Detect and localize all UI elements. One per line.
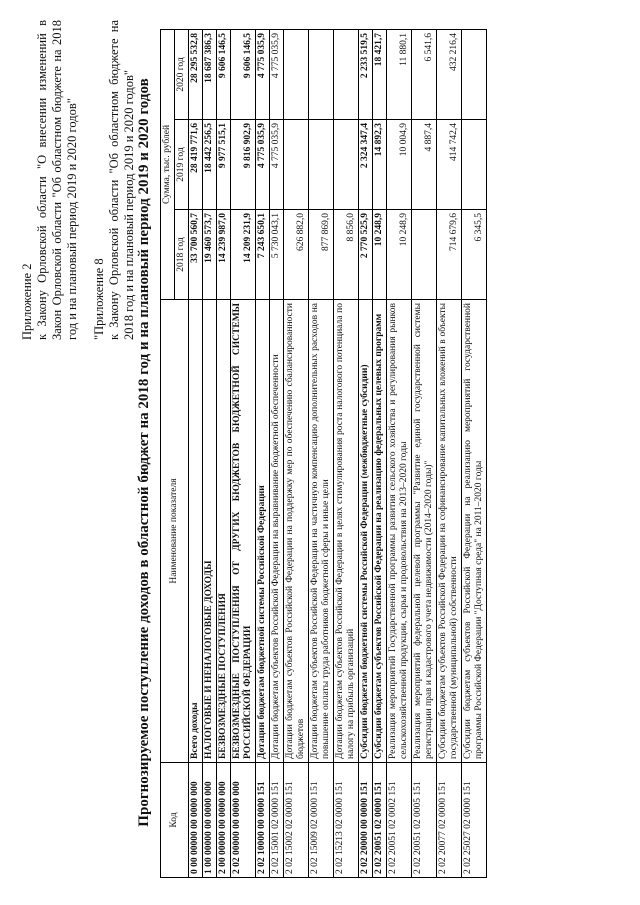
row-2019: 9 816 902,9 [231, 120, 256, 210]
row-2020: 4 775 035,9 [256, 29, 270, 119]
row-code: 0 00 00000 00 0000 000 [189, 763, 203, 878]
row-code: 2 02 20051 02 0002 151 [387, 763, 412, 878]
table-row [231, 29, 256, 877]
table-row [437, 29, 462, 877]
row-2020: 18 421,7 [373, 29, 387, 119]
law-reference-2: к Закону Орловской области "Об областном бюджете на 2018 год и на плановый период 2019 и 2020 годов" [107, 20, 136, 340]
header-sum: Сумма, тыс. рублей [161, 29, 175, 299]
row-2020: 2 233 519,5 [359, 29, 373, 119]
row-2018: 6 345,5 [462, 210, 487, 300]
table-row [270, 29, 284, 877]
row-2019: 4 887,4 [412, 120, 437, 210]
table-row [189, 29, 203, 877]
table-row [387, 29, 412, 877]
row-2020: 28 295 532,8 [189, 29, 203, 119]
row-2019: 4 775 035,9 [270, 120, 284, 210]
row-2019 [462, 120, 487, 210]
row-2020: 6 541,6 [412, 29, 437, 119]
row-code: 2 02 15002 02 0000 151 [284, 763, 309, 878]
row-2018: 626 882,0 [284, 210, 309, 300]
table-row [309, 29, 334, 877]
row-2018: 2 770 525,9 [359, 210, 373, 300]
row-name: Субсидии бюджетам субъектов Российской Федерации на реализацию федеральных целевых программ [373, 300, 387, 763]
table-row [334, 29, 359, 877]
row-code: 2 02 20000 00 0000 151 [359, 763, 373, 878]
page-title: Прогнозируемое поступление доходов в областной бюджет на 2018 год и на плановый период 2019 и 2020 годов [136, 78, 152, 827]
row-2020: 9 606 146,5 [217, 29, 231, 119]
row-name: Дотации бюджетам субъектов Российской Федерации на частичную компенсацию дополнительных расходов на повышение оплаты труда работников бюджетной сферы и иные цели [309, 300, 334, 763]
header-2019: 2019 год [175, 120, 189, 210]
header-block [20, 20, 137, 340]
table-row [217, 29, 231, 877]
row-code: 2 02 25027 02 0000 151 [462, 763, 487, 878]
row-2020: 18 687 386,3 [203, 29, 217, 119]
law-reference: к Закону Орловской области "О внесении изменений в Закон Орловской области "Об областном бюджете на 2018 год и на плановый период 2019 и 2020 годов" [35, 20, 79, 340]
row-code: 2 02 00000 00 0000 000 [231, 763, 256, 878]
row-code: 2 02 10000 00 0000 151 [256, 763, 270, 878]
row-2019: 414 742,4 [437, 120, 462, 210]
row-2019: 28 419 771,6 [189, 120, 203, 210]
row-2019: 9 977 515,1 [217, 120, 231, 210]
table-header-row [161, 29, 175, 877]
row-name: Дотации бюджетам субъектов Российской Федерации на поддержку мер по обеспечению сбалансированности бюджетов [284, 300, 309, 763]
appendix-2-label: Приложение 2 [20, 263, 34, 340]
row-code: 2 02 20077 02 0000 151 [437, 763, 462, 878]
row-name: БЕЗВОЗМЕЗДНЫЕ ПОСТУПЛЕНИЯ [217, 300, 231, 763]
row-2018: 14 239 987,0 [217, 210, 231, 300]
table-row [462, 29, 487, 877]
row-2018: 14 209 231,9 [231, 210, 256, 300]
row-name: Дотации бюджетам субъектов Российской Федерации на выравнивание бюджетной обеспеченности [270, 300, 284, 763]
row-2020: 11 880,1 [387, 29, 412, 119]
row-2020 [309, 29, 334, 119]
row-2019: 4 775 035,9 [256, 120, 270, 210]
row-2018: 877 869,0 [309, 210, 334, 300]
row-2020 [334, 29, 359, 119]
row-2020: 432 216,4 [437, 29, 462, 119]
row-code: 1 00 00000 00 0000 000 [203, 763, 217, 878]
row-name: НАЛОГОВЫЕ И НЕНАЛОГОВЫЕ ДОХОДЫ [203, 300, 217, 763]
row-name: Дотации бюджетам субъектов Российской Федерации в целях стимулирования роста налогового потенциала по налогу на прибыль организаций [334, 300, 359, 763]
header-2018: 2018 год [175, 210, 189, 300]
row-2018: 714 679,6 [437, 210, 462, 300]
row-2018: 5 730 043,1 [270, 210, 284, 300]
row-2018: 33 700 560,7 [189, 210, 203, 300]
row-2019: 10 004,9 [387, 120, 412, 210]
row-name: Субсидии бюджетам бюджетной системы Российской Федерации (межбюджетные субсидии) [359, 300, 373, 763]
row-2020: 4 775 035,9 [270, 29, 284, 119]
row-2018: 8 856,0 [334, 210, 359, 300]
row-name: Всего доходы [189, 300, 203, 763]
table-row [203, 29, 217, 877]
row-2020 [284, 29, 309, 119]
row-2020: 9 606 146,5 [231, 29, 256, 119]
row-name: Субсидии бюджетам субъектов Российской Федерации на реализацию мероприятий государственной программы Российской Федерации "Доступная среда" на 2011–2020 годы [462, 300, 487, 763]
row-name: Дотации бюджетам бюджетной системы Российской Федерации [256, 300, 270, 763]
row-2019: 2 324 347,4 [359, 120, 373, 210]
table-body [189, 29, 487, 877]
row-name: Реализация мероприятий федеральной целевой программы "Развитие единой государственной системы регистрации прав и кадастрового учета недвижимости (2014–2020 годы)" [412, 300, 437, 763]
row-2019 [309, 120, 334, 210]
row-2020 [462, 29, 487, 119]
row-2019 [284, 120, 309, 210]
header-code: Код [161, 763, 189, 878]
header-name: Наименование показателя [161, 300, 189, 763]
row-name: Реализация мероприятий Государственной программы развития сельского хозяйства и регулирования рынков сельскохозяйственной продукции, сырья и продовольствия на 2013–2020 годы [387, 300, 412, 763]
row-2018: 10 248,9 [373, 210, 387, 300]
row-code: 2 02 20051 02 0000 151 [373, 763, 387, 878]
income-table [160, 29, 487, 878]
appendix-8-label: "Приложение 8 [92, 258, 106, 340]
row-code: 2 02 15009 02 0000 151 [309, 763, 334, 878]
row-code: 2 02 15001 02 0000 151 [270, 763, 284, 878]
row-name: БЕЗВОЗМЕЗДНЫЕ ПОСТУПЛЕНИЯ ОТ ДРУГИХ БЮДЖЕТОВ БЮДЖЕТНОЙ СИСТЕМЫ РОССИЙСКОЙ ФЕДЕРАЦИИ [231, 300, 256, 763]
header-2020: 2020 год [175, 29, 189, 119]
row-2018: 10 248,9 [387, 210, 412, 300]
table-row [412, 29, 437, 877]
row-2018 [412, 210, 437, 300]
row-2018: 19 460 573,7 [203, 210, 217, 300]
row-name: Субсидии бюджетам субъектов Российской Федерации на софинансирование капитальных вложений в объекты государственной (муниципальной) собственности [437, 300, 462, 763]
row-code: 2 02 20051 02 0005 151 [412, 763, 437, 878]
table-row [359, 29, 373, 877]
table-row [284, 29, 309, 877]
row-2019: 18 442 256,5 [203, 120, 217, 210]
row-2019 [334, 120, 359, 210]
row-2018: 7 243 650,1 [256, 210, 270, 300]
row-code: 2 02 15213 02 0000 151 [334, 763, 359, 878]
row-code: 2 00 00000 00 0000 000 [217, 763, 231, 878]
table-row [256, 29, 270, 877]
row-2019: 14 892,3 [373, 120, 387, 210]
table-row [373, 29, 387, 877]
